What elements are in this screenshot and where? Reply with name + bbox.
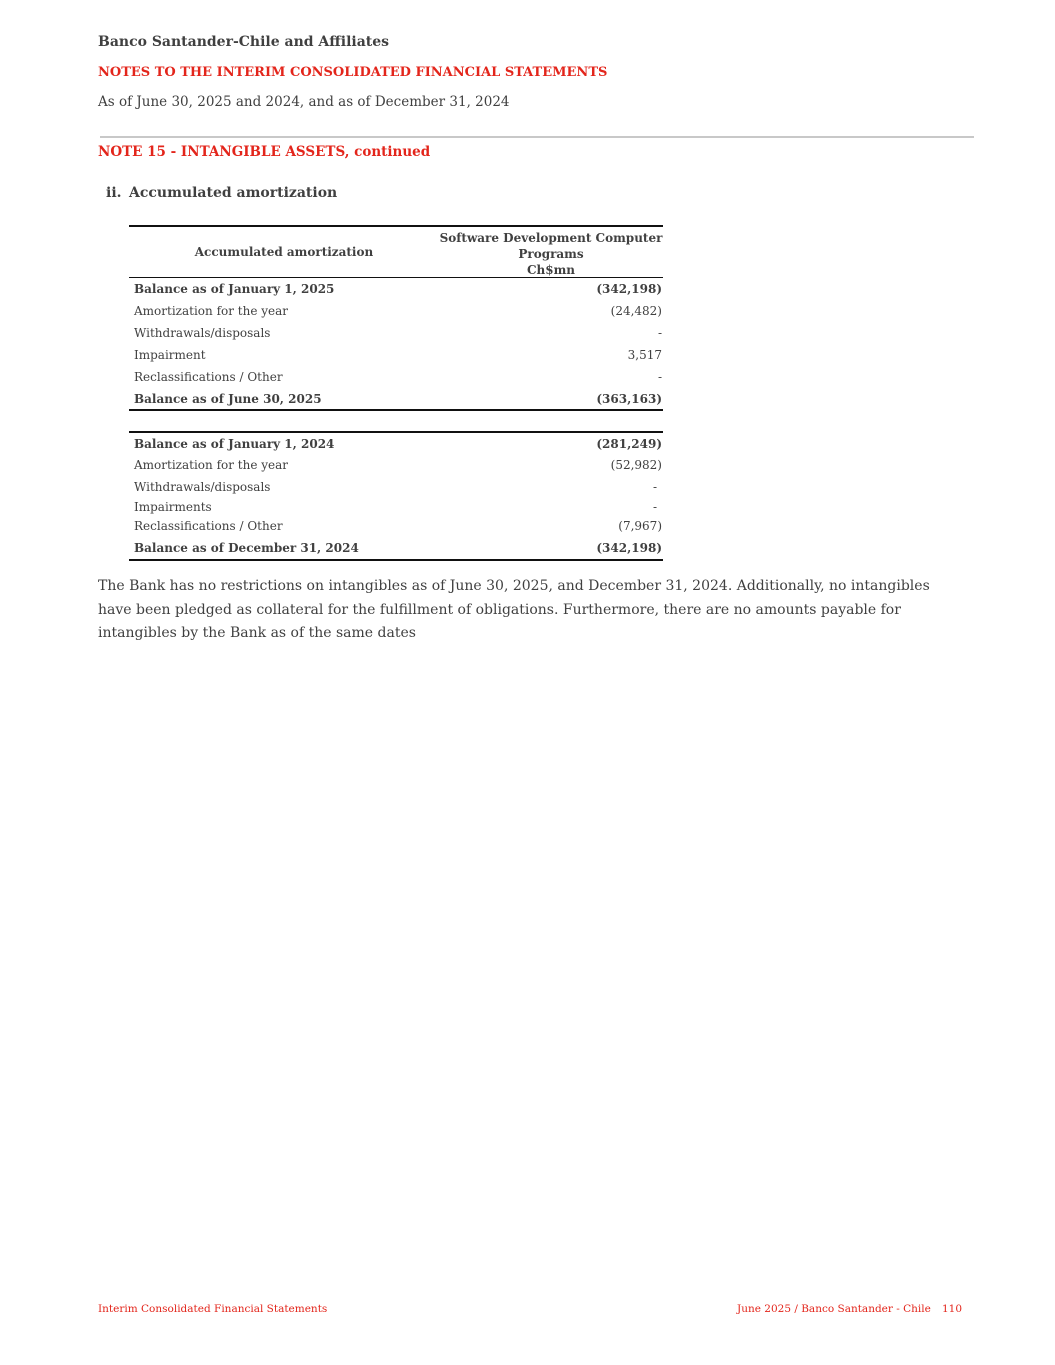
row-label: Impairment	[134, 348, 206, 362]
table-spacer	[129, 411, 663, 431]
row-value: (281,249)	[596, 436, 662, 451]
row-value: (363,163)	[596, 391, 662, 406]
row-label: Reclassifications / Other	[134, 519, 283, 533]
row-value: -	[657, 326, 662, 340]
table-row	[129, 515, 663, 537]
table-row	[129, 498, 663, 515]
table-row	[129, 366, 663, 388]
row-value: (342,198)	[596, 282, 662, 296]
row-value: -	[657, 370, 662, 384]
company-name: Banco Santander-Chile and Affiliates	[98, 34, 390, 50]
table-row	[129, 476, 663, 498]
row-label: Reclassifications / Other	[134, 370, 283, 384]
row-label: Balance as of December 31, 2024	[134, 541, 359, 555]
report-period: As of June 30, 2025 and 2024, and as of December 31, 2024	[98, 94, 510, 110]
table-row	[129, 322, 663, 344]
table-row	[129, 300, 663, 322]
row-value: -	[652, 499, 657, 514]
row-value: 3,517	[627, 348, 662, 362]
row-label: Balance as of June 30, 2025	[134, 391, 322, 406]
notes-title: NOTES TO THE INTERIM CONSOLIDATED FINANCIAL STATEMENTS	[98, 65, 608, 80]
table-row	[129, 278, 663, 300]
table-row	[129, 431, 663, 454]
row-value: (342,198)	[596, 541, 662, 555]
row-label: Impairments	[134, 499, 212, 514]
row-label: Amortization for the year	[134, 458, 289, 472]
row-label: Amortization for the year	[134, 304, 289, 318]
column-header-value	[439, 230, 663, 278]
row-label: Balance as of January 1, 2025	[134, 282, 335, 296]
column-header-line: Programs	[518, 247, 584, 261]
table-row	[129, 454, 663, 476]
row-value: -	[652, 480, 657, 494]
header-divider	[100, 136, 974, 138]
row-label: Withdrawals/disposals	[134, 326, 271, 340]
note-heading: NOTE 15 - INTANGIBLE ASSETS, continued	[98, 144, 431, 160]
footer-report-label: June 2025 / Banco Santander - Chile	[737, 1303, 931, 1315]
table-row	[129, 344, 663, 366]
footer-document-title: Interim Consolidated Financial Statements	[98, 1303, 328, 1315]
subsection-number: ii.	[106, 185, 122, 201]
page-number: 110	[942, 1303, 963, 1315]
subsection-title: Accumulated amortization	[129, 185, 338, 201]
subsection-heading	[106, 185, 337, 201]
row-value: (52,982)	[610, 458, 662, 472]
column-header-label: Accumulated amortization	[194, 245, 374, 259]
amortization-table	[129, 225, 663, 561]
body-paragraph: The Bank has no restrictions on intangibles as of June 30, 2025, and December 31, 2024. Additionally, no intangibles have been pledged as collateral for the fulfillment of obligations. Furthermore, there are no amounts payable for intangibles by the Bank as of the same dates	[98, 578, 930, 641]
row-value: (24,482)	[610, 304, 662, 318]
column-header-line: Ch$mn	[526, 263, 576, 277]
row-label: Withdrawals/disposals	[134, 480, 271, 494]
row-label: Balance as of January 1, 2024	[134, 436, 335, 451]
row-value: (7,967)	[618, 519, 662, 533]
table-header	[129, 225, 663, 278]
column-header-line: Software Development Computer	[439, 231, 663, 245]
table-row-total	[129, 537, 663, 561]
table-row-total	[129, 388, 663, 411]
